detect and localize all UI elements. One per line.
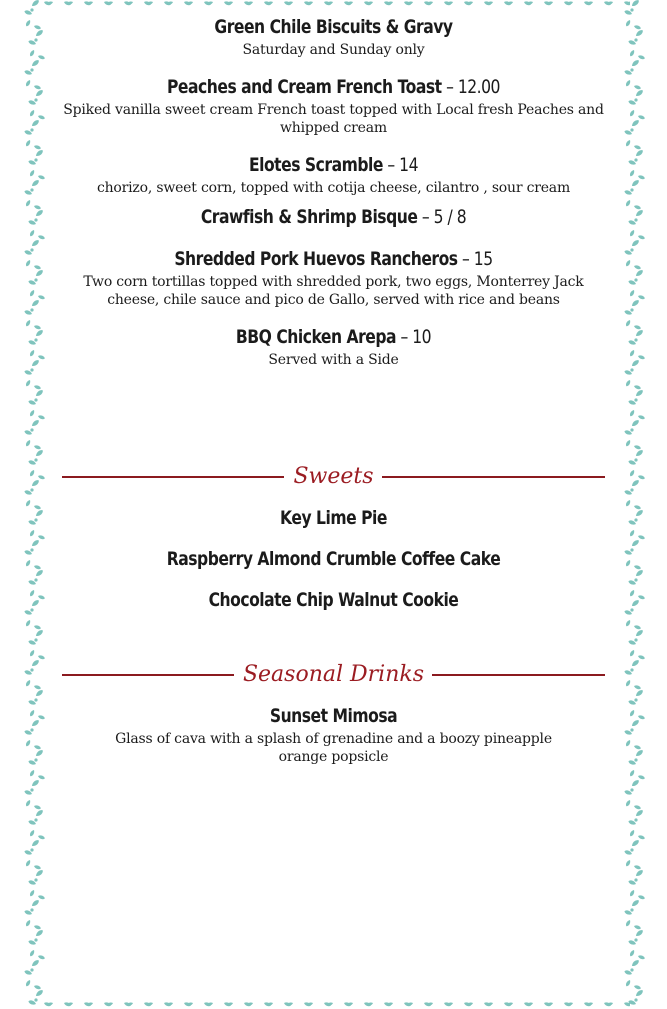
item-name: Key Lime Pie — [280, 507, 387, 529]
item-description: Served with a Side — [268, 352, 399, 368]
menu-item — [60, 152, 607, 197]
item-price: – 14 — [382, 154, 419, 176]
item-name: Shredded Pork Huevos Rancheros — [174, 248, 458, 270]
item-name: BBQ Chicken Arepa — [235, 326, 397, 348]
item-name: Peaches and Cream French Toast — [167, 76, 442, 98]
menu-item — [60, 505, 607, 531]
menu-item — [60, 74, 607, 137]
item-name: Elotes Scramble — [248, 154, 383, 176]
section-title: Sweets — [293, 464, 374, 489]
item-description: Glass of cava with a splash of grenadine and a boozy pineapple orange popsicle — [115, 731, 552, 765]
item-price: – 5 / 8 — [417, 206, 467, 228]
section-header-sweets — [62, 462, 605, 492]
item-description: Spiked vanilla sweet cream French toast topped with Local fresh Peaches and whipped cream — [63, 102, 604, 136]
item-price: – 10 — [396, 326, 432, 348]
vine-border-top-icon — [40, 0, 630, 8]
vine-border-bottom-icon — [40, 995, 630, 1009]
item-name: Crawfish & Shrimp Bisque — [200, 206, 418, 228]
menu-item — [60, 587, 607, 613]
section-header-drinks — [62, 660, 605, 690]
item-name: Chocolate Chip Walnut Cookie — [208, 589, 459, 611]
section-title: Seasonal Drinks — [242, 662, 425, 687]
menu-item — [60, 204, 607, 230]
item-price: – 12.00 — [441, 76, 500, 98]
item-price: – 15 — [457, 248, 493, 270]
item-name: Raspberry Almond Crumble Coffee Cake — [166, 548, 501, 570]
menu-item — [60, 246, 607, 309]
item-name: Green Chile Biscuits & Gravy — [214, 16, 453, 38]
item-description: chorizo, sweet corn, topped with cotija cheese, cilantro , sour cream — [96, 180, 571, 196]
menu-item — [60, 14, 607, 59]
vine-border-right-icon — [622, 0, 646, 1006]
item-description: Two corn tortillas topped with shredded pork, two eggs, Monterrey Jack cheese, chile sauce and pico de Gallo, served with rice and beans — [83, 274, 584, 308]
menu-item — [60, 703, 607, 766]
menu-item — [60, 546, 607, 572]
menu-item — [60, 324, 607, 369]
vine-border-left-icon — [22, 0, 46, 1006]
item-name: Sunset Mimosa — [269, 705, 398, 727]
item-description: Saturday and Sunday only — [242, 42, 425, 58]
